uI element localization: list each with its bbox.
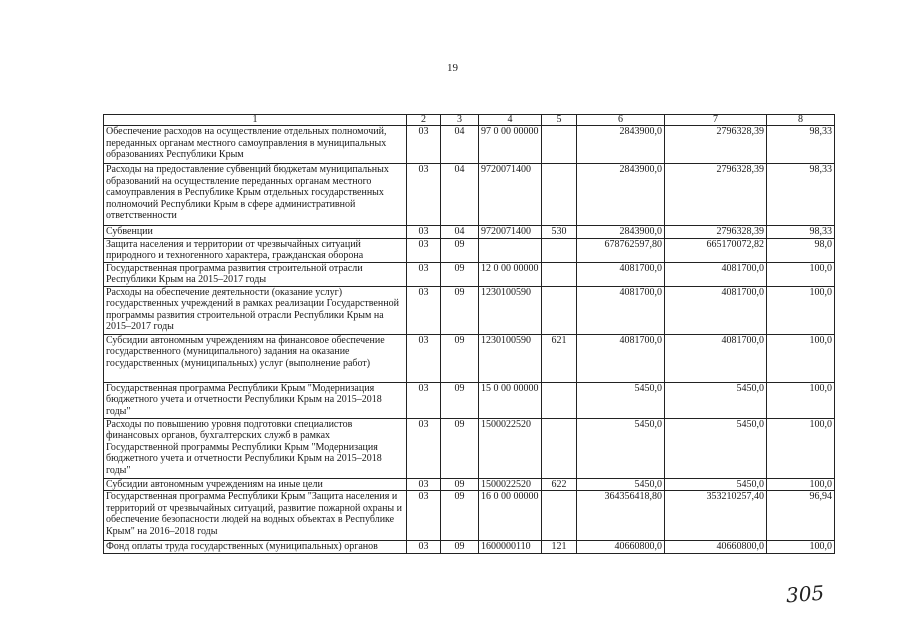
planned-amount-cell: 4081700,0: [577, 334, 665, 382]
expense-type-code-cell: 621: [542, 334, 577, 382]
table-row: [104, 418, 835, 478]
executed-amount-cell: 4081700,0: [665, 286, 767, 334]
section-code-cell: 03: [407, 286, 441, 334]
table-row: [104, 126, 835, 164]
page-number: 19: [447, 62, 458, 74]
target-item-code-cell: 1230100590: [479, 286, 542, 334]
executed-amount-cell: 4081700,0: [665, 262, 767, 286]
table-row: [104, 262, 835, 286]
column-header: 7: [665, 115, 767, 126]
handwritten-page-note: 305: [785, 580, 825, 608]
section-code-cell: 03: [407, 126, 441, 164]
planned-amount-cell: 5450,0: [577, 478, 665, 491]
executed-amount-cell: 353210257,40: [665, 491, 767, 541]
planned-amount-cell: 2843900,0: [577, 226, 665, 239]
subsection-code-cell: 09: [441, 418, 479, 478]
target-item-code-cell: 1600000110: [479, 541, 542, 554]
execution-percent-cell: 98,33: [767, 226, 835, 239]
row-name-cell: Расходы на обеспечение деятельности (оказание услуг) государственных учреждений в рамках реализации Государственной программы развития строительной отрасли Республики Крым на 2015–2017 годы: [104, 286, 407, 334]
subsection-code-cell: 04: [441, 126, 479, 164]
table-body: [104, 126, 835, 554]
row-name-cell: Государственная программа развития строительной отрасли Республики Крым на 2015–2017 годы: [104, 262, 407, 286]
table-row: [104, 382, 835, 418]
subsection-code-cell: 09: [441, 491, 479, 541]
table-row: [104, 164, 835, 226]
section-code-cell: 03: [407, 262, 441, 286]
executed-amount-cell: 2796328,39: [665, 164, 767, 226]
target-item-code-cell: 1230100590: [479, 334, 542, 382]
expense-type-code-cell: 530: [542, 226, 577, 239]
target-item-code-cell: [479, 238, 542, 262]
budget-table: [103, 114, 835, 554]
execution-percent-cell: 100,0: [767, 262, 835, 286]
execution-percent-cell: 98,33: [767, 126, 835, 164]
execution-percent-cell: 100,0: [767, 286, 835, 334]
target-item-code-cell: 16 0 00 00000: [479, 491, 542, 541]
row-name-cell: Защита населения и территории от чрезвычайных ситуаций природного и техногенного характера, гражданская оборона: [104, 238, 407, 262]
planned-amount-cell: 678762597,80: [577, 238, 665, 262]
table-row: [104, 334, 835, 382]
expense-type-code-cell: [542, 262, 577, 286]
row-name-cell: Субсидии автономным учреждениям на финансовое обеспечение государственного (муниципального) задания на оказание государственных (муниципальных) услуг (выполнение работ): [104, 334, 407, 382]
executed-amount-cell: 5450,0: [665, 418, 767, 478]
expense-type-code-cell: [542, 238, 577, 262]
subsection-code-cell: 09: [441, 262, 479, 286]
section-code-cell: 03: [407, 541, 441, 554]
planned-amount-cell: 4081700,0: [577, 286, 665, 334]
section-code-cell: 03: [407, 164, 441, 226]
target-item-code-cell: 1500022520: [479, 418, 542, 478]
planned-amount-cell: 5450,0: [577, 382, 665, 418]
execution-percent-cell: 100,0: [767, 478, 835, 491]
subsection-code-cell: 09: [441, 541, 479, 554]
table-row: [104, 286, 835, 334]
subsection-code-cell: 09: [441, 334, 479, 382]
target-item-code-cell: 97 0 00 00000: [479, 126, 542, 164]
planned-amount-cell: 5450,0: [577, 418, 665, 478]
expense-type-code-cell: [542, 382, 577, 418]
row-name-cell: Субвенции: [104, 226, 407, 239]
execution-percent-cell: 100,0: [767, 334, 835, 382]
expense-type-code-cell: 121: [542, 541, 577, 554]
execution-percent-cell: 98,0: [767, 238, 835, 262]
column-header: 4: [479, 115, 542, 126]
table-row: [104, 238, 835, 262]
execution-percent-cell: 98,33: [767, 164, 835, 226]
row-name-cell: Государственная программа Республики Крым "Защита населения и территорий от чрезвычайных ситуаций, развитие пожарной охраны и обеспечение безопасности людей на водных объектах в Республике Крым" на 2016–2018 годы: [104, 491, 407, 541]
planned-amount-cell: 40660800,0: [577, 541, 665, 554]
row-name-cell: Расходы на предоставление субвенций бюджетам муниципальных образований на осуществление переданных органам местного самоуправления в Республике Крым отдельных государственных полномочий Республики Крым в сфере административной ответственности: [104, 164, 407, 226]
executed-amount-cell: 665170072,82: [665, 238, 767, 262]
planned-amount-cell: 364356418,80: [577, 491, 665, 541]
execution-percent-cell: 100,0: [767, 382, 835, 418]
column-header: 8: [767, 115, 835, 126]
subsection-code-cell: 09: [441, 478, 479, 491]
executed-amount-cell: 4081700,0: [665, 334, 767, 382]
expense-type-code-cell: [542, 286, 577, 334]
column-header: 6: [577, 115, 665, 126]
executed-amount-cell: 2796328,39: [665, 226, 767, 239]
executed-amount-cell: 5450,0: [665, 382, 767, 418]
column-header: 1: [104, 115, 407, 126]
target-item-code-cell: 9720071400: [479, 226, 542, 239]
table-row: [104, 541, 835, 554]
planned-amount-cell: 4081700,0: [577, 262, 665, 286]
column-header: 5: [542, 115, 577, 126]
table-row: [104, 491, 835, 541]
row-name-cell: Государственная программа Республики Крым "Модернизация бюджетного учета и отчетности Республики Крым на 2015–2018 годы": [104, 382, 407, 418]
planned-amount-cell: 2843900,0: [577, 126, 665, 164]
execution-percent-cell: 100,0: [767, 418, 835, 478]
executed-amount-cell: 2796328,39: [665, 126, 767, 164]
target-item-code-cell: 1500022520: [479, 478, 542, 491]
expense-type-code-cell: [542, 164, 577, 226]
section-code-cell: 03: [407, 226, 441, 239]
section-code-cell: 03: [407, 491, 441, 541]
target-item-code-cell: 9720071400: [479, 164, 542, 226]
row-name-cell: Субсидии автономным учреждениям на иные цели: [104, 478, 407, 491]
table-header-row: [104, 115, 835, 126]
subsection-code-cell: 04: [441, 164, 479, 226]
section-code-cell: 03: [407, 334, 441, 382]
target-item-code-cell: 12 0 00 00000: [479, 262, 542, 286]
row-name-cell: Фонд оплаты труда государственных (муниципальных) органов: [104, 541, 407, 554]
expense-type-code-cell: [542, 491, 577, 541]
subsection-code-cell: 09: [441, 286, 479, 334]
executed-amount-cell: 40660800,0: [665, 541, 767, 554]
execution-percent-cell: 100,0: [767, 541, 835, 554]
row-name-cell: Обеспечение расходов на осуществление отдельных полномочий, переданных органам местного самоуправления в муниципальных образованиях Республики Крым: [104, 126, 407, 164]
section-code-cell: 03: [407, 418, 441, 478]
section-code-cell: 03: [407, 238, 441, 262]
expense-type-code-cell: [542, 418, 577, 478]
executed-amount-cell: 5450,0: [665, 478, 767, 491]
subsection-code-cell: 04: [441, 226, 479, 239]
subsection-code-cell: 09: [441, 238, 479, 262]
table-row: [104, 226, 835, 239]
expense-type-code-cell: [542, 126, 577, 164]
subsection-code-cell: 09: [441, 382, 479, 418]
column-header: 3: [441, 115, 479, 126]
section-code-cell: 03: [407, 382, 441, 418]
section-code-cell: 03: [407, 478, 441, 491]
target-item-code-cell: 15 0 00 00000: [479, 382, 542, 418]
expense-type-code-cell: 622: [542, 478, 577, 491]
table-row: [104, 478, 835, 491]
planned-amount-cell: 2843900,0: [577, 164, 665, 226]
row-name-cell: Расходы по повышению уровня подготовки специалистов финансовых органов, бухгалтерских служб в рамках Государственной программы Республики Крым "Модернизация бюджетного учета и отчетности Республики Крым на 2015–2018 годы": [104, 418, 407, 478]
execution-percent-cell: 96,94: [767, 491, 835, 541]
column-header: 2: [407, 115, 441, 126]
